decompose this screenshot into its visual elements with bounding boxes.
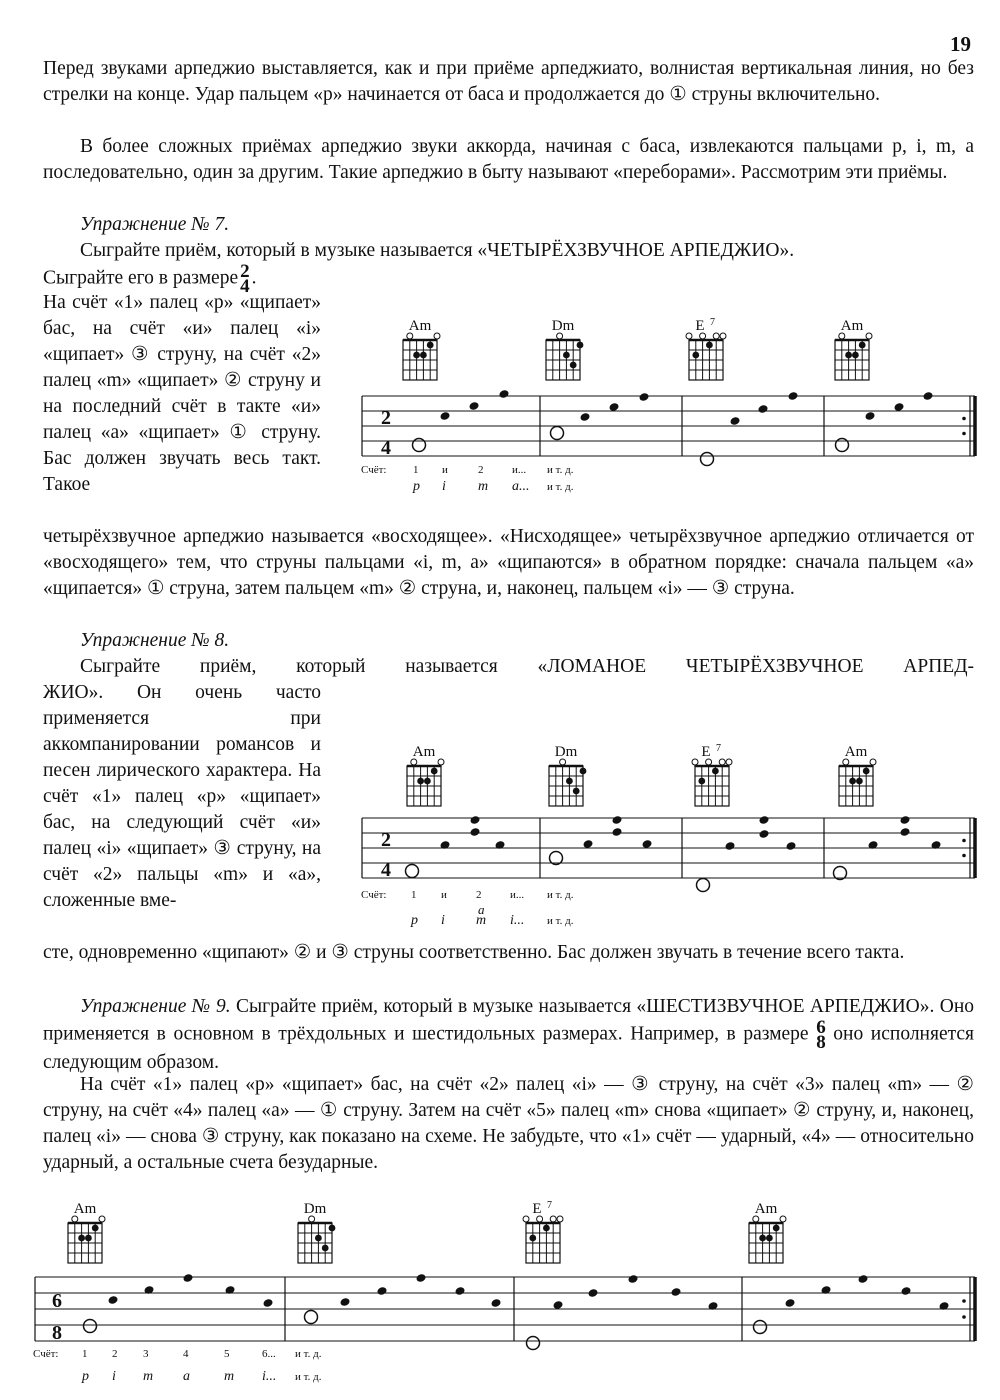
count-beat: 1 [82, 1348, 88, 1360]
finger-label: и т. д. [547, 915, 574, 927]
count-beat: и... [510, 889, 525, 901]
chord-finger-dot [529, 1235, 536, 1242]
chord-open-string [780, 1216, 786, 1222]
finger-label: i... [262, 1369, 277, 1384]
finger-label: a [183, 1369, 190, 1384]
melody-note [900, 1286, 911, 1296]
count-label: Счёт: [33, 1348, 59, 1360]
bass-note [305, 1311, 318, 1324]
exercise-7-after-text: четырёхзвучное арпеджио называется «восходящее». «Нисходящее» четырёхзвучное арпеджио отличается от «восходящего» тем, что струны пальцами «i, m, a» «щипаются» в обратном порядке: сначала пальцем «a» «щипается» ① струна, затем пальцем «m» ② струна, и, наконец, пальцем «i» — ③ струна. [43, 526, 974, 599]
chord-name-e7: E [532, 1201, 542, 1217]
chord-superscript: 7 [710, 317, 715, 328]
chord-name-am: Am [840, 318, 864, 334]
finger-label: i [112, 1369, 116, 1384]
chord-superscript: 7 [716, 743, 721, 754]
repeat-dot [962, 1299, 966, 1303]
time-sig-bottom: 4 [240, 276, 250, 297]
finger-label: m [476, 913, 487, 928]
exercise-9-description: На счёт «1» палец «p» «щипает» бас, на счёт «2» палец «i» — ③ струну, на счёт «3» палец «m» — ② струну, на счёт «4» палец «a» — ① струну. Затем на счёт «5» палец «m» снова «щипает» ② струну, и, наконец, палец «i» — снова ③ струну, как показано на схеме. Не забудьте, что «1» счёт — ударный, «4» — относительно ударный, а остальные счета безударные. [43, 1074, 974, 1173]
count-beat: 1 [413, 464, 419, 476]
exercise-9-text: Сыграйте приём, который в музыке называется «ШЕСТИЗВУЧНОЕ АРПЕДЖИО». Оно применяется в основном в трёхдольных и шестидольных размерах. Например, в размере [43, 996, 975, 1045]
finger-label: p [82, 1369, 89, 1384]
melody-note [182, 1273, 193, 1283]
time-signature-bottom: 8 [52, 1322, 62, 1344]
finger-label: i... [510, 913, 525, 928]
chord-name-dm: Dm [551, 318, 575, 334]
count-beat: и [442, 464, 448, 476]
exercise-9-heading: Упражнение № 9. [80, 996, 231, 1017]
time-sig-bottom: 8 [816, 1032, 826, 1053]
melody-note [587, 1288, 598, 1298]
chord-name-e7: E [701, 744, 711, 760]
chord-superscript: 7 [547, 1200, 552, 1211]
finger-label-stacked: a [478, 902, 485, 917]
count-beat: и... [512, 464, 527, 476]
chord-finger-dot [85, 1235, 92, 1242]
exercise-9-text-end: оно исполняется следующим образом. [43, 1023, 974, 1073]
chord-finger-dot [766, 1235, 773, 1242]
chord-finger-dot [543, 1225, 550, 1232]
exercise-8-after-text: сте, одновременно «щипают» ② и ③ струны соответственно. Бас должен звучать в течение всего такта. [43, 942, 905, 963]
count-beat: 3 [143, 1348, 149, 1360]
chord-finger-dot [329, 1225, 336, 1232]
count-beat: и [441, 889, 447, 901]
repeat-dot [962, 1315, 966, 1319]
count-label: Счёт: [361, 889, 387, 901]
count-beat: 4 [183, 1348, 189, 1360]
melody-note [262, 1298, 273, 1308]
bass-note [754, 1321, 767, 1334]
exercise-7-size-prefix: Сыграйте его в размере [43, 267, 239, 289]
chord-finger-dot [759, 1235, 766, 1242]
chord-name-dm: Dm [554, 744, 578, 760]
chord-name-am: Am [73, 1201, 97, 1217]
chord-finger-dot [315, 1235, 322, 1242]
finger-label: p [411, 913, 418, 928]
chord-name-am: Am [412, 744, 436, 760]
chord-open-string [557, 1216, 563, 1222]
count-beat: и т. д. [547, 464, 574, 476]
chord-name-dm: Dm [303, 1201, 327, 1217]
paragraph-complex-arpeggio: В более сложных приёмах арпеджио звуки аккорда, начиная с баса, извлекаются пальцами p, i, m, a последовательно, один за другим. Такие арпеджио в быту называют «переборами». Рассмотрим эти приёмы. [43, 136, 974, 183]
finger-label: m [143, 1369, 154, 1384]
time-signature-top: 2 [381, 407, 391, 429]
melody-note [376, 1286, 387, 1296]
count-label: Счёт: [361, 464, 387, 476]
exercise-7-intro: Сыграйте приём, который в музыке называется «ЧЕТЫРЁХЗВУЧНОЕ АРПЕДЖИО». [80, 240, 795, 261]
finger-label: и т. д. [295, 1371, 322, 1383]
exercise-7-heading: Упражнение № 7. [80, 214, 230, 235]
finger-label: m [478, 479, 489, 494]
chord-finger-dot [78, 1235, 85, 1242]
bass-note [527, 1337, 540, 1350]
page-number: 19 [950, 32, 971, 56]
finger-label: a... [512, 479, 530, 494]
chord-name-e7: E [695, 318, 705, 334]
finger-label: i [442, 479, 446, 494]
chord-name-am: Am [844, 744, 868, 760]
finger-label: i [441, 913, 445, 928]
paragraph-arpeggio-intro: Перед звуками арпеджио выставляется, как и при приёме арпеджиато, волнистая вертикальная линия, но без стрелки на конце. Удар пальцем «p» начинается от баса и продолжается до ① струны включительно. [43, 58, 974, 105]
melody-note [857, 1274, 868, 1284]
count-beat: 2 [476, 889, 482, 901]
count-beat: и т. д. [547, 889, 574, 901]
time-signature-bottom: 4 [381, 859, 391, 881]
melody-note [339, 1297, 350, 1307]
exercise-8-intro: Сыграйте приём, который называется «ЛОМАНОЕ ЧЕТЫРЁХЗВУЧНОЕ АРПЕД- [80, 656, 974, 677]
melody-note [454, 1286, 465, 1296]
count-beat: 2 [478, 464, 484, 476]
bass-note [84, 1320, 97, 1333]
chord-open-string [523, 1216, 529, 1222]
exercise-7-size-suffix: . [251, 267, 257, 289]
count-beat: 5 [224, 1348, 230, 1360]
melody-note [552, 1300, 563, 1310]
count-beat: 1 [411, 889, 417, 901]
count-beat: и т. д. [295, 1348, 322, 1360]
melody-note [784, 1298, 795, 1308]
melody-note [490, 1298, 501, 1308]
melody-note [107, 1295, 118, 1305]
melody-note [670, 1287, 681, 1297]
chord-finger-dot [92, 1225, 99, 1232]
time-sig-top: 2 [240, 261, 250, 282]
exercise-8-side-text: ЖИО». Он очень часто применяется при аккомпанировании романсов и песен лирического характера. На счёт «1» палец «p» «щипает» бас, на следующий счёт «и» палец «i» «щипает» ③ струну, на счёт «2» пальцы «m» и «a», сложенные вме- [43, 682, 321, 911]
melody-note [415, 1273, 426, 1283]
finger-label: m [224, 1369, 235, 1384]
exercise-8-heading: Упражнение № 8. [80, 630, 230, 651]
finger-label: p [413, 479, 420, 494]
chord-open-string [99, 1216, 105, 1222]
time-signature-top: 2 [381, 829, 391, 851]
time-signature-bottom: 4 [381, 437, 391, 459]
chord-name-am: Am [408, 318, 432, 334]
count-beat: 6... [262, 1348, 276, 1360]
chord-open-string [550, 1216, 556, 1222]
time-signature-top: 6 [52, 1290, 62, 1312]
melody-note [627, 1274, 638, 1284]
chord-name-am: Am [754, 1201, 778, 1217]
finger-label: и т. д. [547, 481, 574, 493]
time-sig-top: 6 [816, 1017, 826, 1038]
chord-finger-dot [773, 1225, 780, 1232]
exercise-7-side-text: На счёт «1» палец «p» «щипает» бас, на счёт «и» палец «i» «щипает» ③ струну, на счёт «2» палец «m» «щипает» ② струну и на последний счёт в такте «и» палец «a» «щипает» ① струну. Бас должен звучать весь такт. Такое [43, 292, 321, 495]
chord-finger-dot [322, 1245, 329, 1252]
count-beat: 2 [112, 1348, 118, 1360]
